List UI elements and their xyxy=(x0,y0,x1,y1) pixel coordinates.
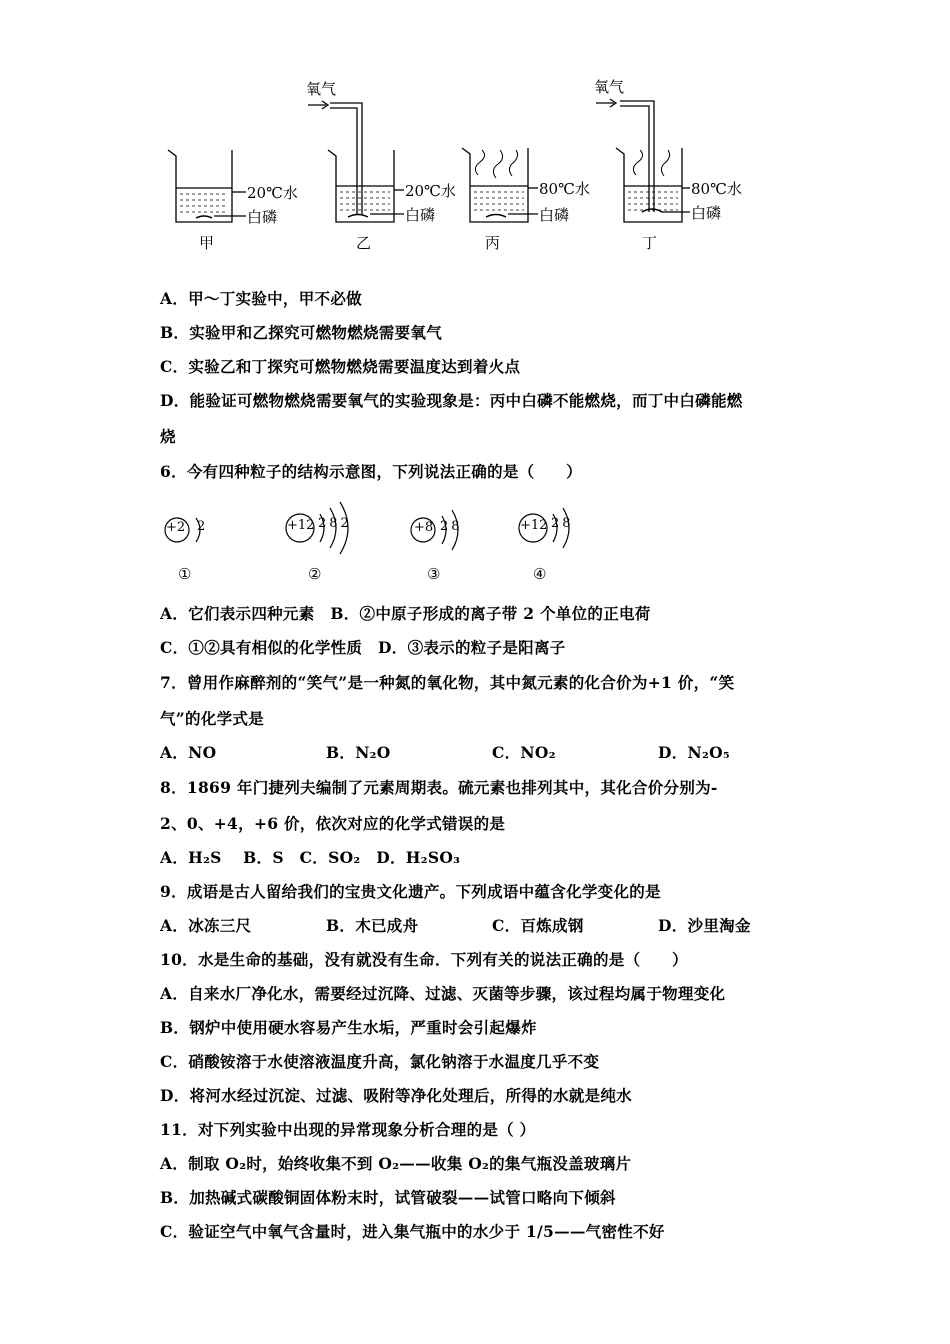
q6-stem: 6．今有四种粒子的结构示意图，下列说法正确的是（ ） xyxy=(160,462,582,481)
water-label-yi: 20℃水 xyxy=(405,182,456,200)
phosphorus-label-jia: 白磷 xyxy=(247,208,278,226)
particle-caption-3: ③ xyxy=(427,565,441,583)
q5-option-d-cont: 烧 xyxy=(160,427,176,446)
caption-ding: 丁 xyxy=(642,234,658,252)
particle-structure-diagrams xyxy=(0,500,950,580)
oxygen-label-yi: 氧气 xyxy=(306,80,337,98)
q7-option-b: B．N₂O xyxy=(326,743,391,762)
caption-jia: 甲 xyxy=(199,234,215,252)
phosphorus-label-bing: 白磷 xyxy=(539,206,570,224)
q11-option-c: C．验证空气中氧气含量时，进入集气瓶中的水少于 1/5——气密性不好 xyxy=(160,1222,665,1241)
beaker-jia xyxy=(168,150,232,222)
beaker-yi xyxy=(328,150,394,222)
caption-bing: 丙 xyxy=(485,234,501,252)
particle-3-shells: 28 xyxy=(440,519,463,534)
water-label-ding: 80℃水 xyxy=(691,180,742,198)
particle-caption-2: ② xyxy=(308,565,322,583)
q8-stem-line1: 8．1869 年门捷列夫编制了元素周期表。硫元素也排列其中，其化合价分别为- xyxy=(160,778,718,797)
particle-3-nucleus: +8 xyxy=(414,520,434,535)
beaker-bing xyxy=(462,148,528,222)
q10-option-d: D．将河水经过沉淀、过滤、吸附等净化处理后，所得的水就是纯水 xyxy=(160,1086,632,1105)
particle-2-shells: 282 xyxy=(318,516,352,531)
q10-option-b: B．钢炉中使用硬水容易产生水垢，严重时会引起爆炸 xyxy=(160,1018,537,1037)
q6-options-cd: C．①②具有相似的化学性质 D．③表示的粒子是阳离子 xyxy=(160,638,566,657)
q10-option-a: A．自来水厂净化水，需要经过沉降、过滤、灭菌等步骤，该过程均属于物理变化 xyxy=(160,984,726,1003)
q10-option-c: C．硝酸铵溶于水使溶液温度升高，氯化钠溶于水温度几乎不变 xyxy=(160,1052,600,1071)
q5-option-c: C．实验乙和丁探究可燃物燃烧需要温度达到着火点 xyxy=(160,357,521,376)
particle-1-shells: 2 xyxy=(197,519,206,534)
q5-option-b: B．实验甲和乙探究可燃物燃烧需要氧气 xyxy=(160,323,443,342)
oxygen-label-ding: 氧气 xyxy=(594,78,625,96)
q7-option-c: C．NO₂ xyxy=(492,743,556,762)
q8-stem-line2: 2、0、+4，+6 价，依次对应的化学式错误的是 xyxy=(160,814,506,833)
particle-2-nucleus: +12 xyxy=(287,518,315,533)
particle-1-nucleus: +2 xyxy=(166,520,186,535)
particle-caption-1: ① xyxy=(178,565,192,583)
water-label-bing: 80℃水 xyxy=(539,180,590,198)
particle-4-shells: 28 xyxy=(551,516,574,531)
caption-yi: 乙 xyxy=(356,234,372,252)
q10-stem: 10．水是生命的基础，没有就没有生命．下列有关的说法正确的是（ ） xyxy=(160,950,688,969)
q9-stem: 9．成语是古人留给我们的宝贵文化遗产。下列成语中蕴含化学变化的是 xyxy=(160,882,661,901)
q7-stem-line2: 气”的化学式是 xyxy=(160,709,265,728)
q7-stem-line1: 7．曾用作麻醉剂的“笑气”是一种氮的氧化物，其中氮元素的化合价为+1 价，“笑 xyxy=(160,673,735,692)
q11-option-b: B．加热碱式碳酸铜固体粉末时，试管破裂——试管口略向下倾斜 xyxy=(160,1188,616,1207)
particle-caption-4: ④ xyxy=(533,565,547,583)
phosphorus-label-yi: 白磷 xyxy=(405,206,436,224)
q7-option-a: A．NO xyxy=(160,743,217,762)
q5-option-a: A．甲～丁实验中，甲不必做 xyxy=(160,289,362,308)
q9-option-d: D．沙里淘金 xyxy=(658,916,751,935)
q11-stem: 11．对下列实验中出现的异常现象分析合理的是（ ） xyxy=(160,1120,536,1139)
q9-option-a: A．冰冻三尺 xyxy=(160,916,252,935)
q8-options: A．H₂S B．S C．SO₂ D．H₂SO₃ xyxy=(160,848,461,867)
q9-option-b: B．木已成舟 xyxy=(326,916,419,935)
combustion-experiment-figure xyxy=(0,0,950,260)
q7-option-d: D．N₂O₅ xyxy=(658,743,730,762)
water-label-jia: 20℃水 xyxy=(247,184,298,202)
q11-option-a: A．制取 O₂时，始终收集不到 O₂——收集 O₂的集气瓶没盖玻璃片 xyxy=(160,1154,632,1173)
phosphorus-label-ding: 白磷 xyxy=(691,204,722,222)
particle-4-nucleus: +12 xyxy=(520,518,548,533)
q9-option-c: C．百炼成钢 xyxy=(492,916,584,935)
q6-options-ab: A．它们表示四种元素 B．②中原子形成的离子带 2 个单位的正电荷 xyxy=(160,604,651,623)
q5-option-d: D．能验证可燃物燃烧需要氧气的实验现象是：丙中白磷不能燃烧，而丁中白磷能燃 xyxy=(160,391,743,410)
